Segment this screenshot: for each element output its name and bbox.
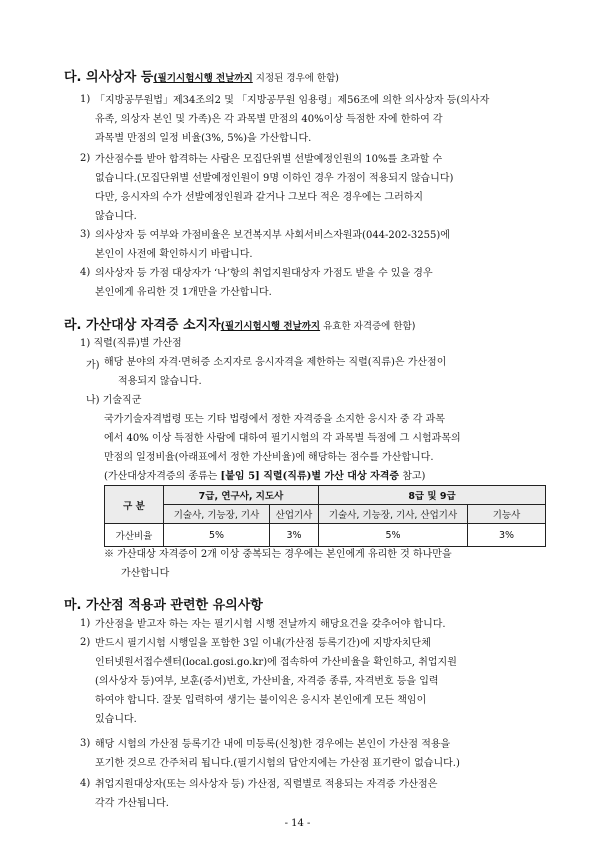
item-number: 2) [80,637,91,648]
item-number: 1) [80,618,91,629]
paragraph-line: 국가기술자격법령 또는 기타 법령에서 정한 자격증을 소지한 응시자 중 각 과목 [104,414,445,425]
table-group-header: 8급 및 9급 [319,486,546,505]
underlined-condition: (필기시험시행 전날까지 [153,73,253,84]
section-heading-ra: 라. 가산대상 자격증 소지자(필기시험시행 전날까지 유효한 자격증에 한함) [64,318,416,333]
table-cell: 3% [468,524,546,547]
appendix-reference: [붙임 5] 직렬(직류)별 가산 대상 자격증 [220,471,400,482]
note-line: ※ 가산대상 자격증이 2개 이상 중복되는 경우에는 본인에게 유리한 것 하나만을 [104,549,452,560]
paragraph-line: 취업지원대상자(또는 의사상자 등) 가산점, 직렬별로 적용되는 자격증 가산점은 [95,779,438,790]
paragraph-line: 없습니다.(모집단위별 선발예정인원이 9명 이하인 경우 가점이 적용되지 않습니다) [95,173,454,184]
paragraph-line: 에서 40% 이상 득점한 사람에 대하여 필기시험의 각 과목별 득점에 그 시험과목의 [104,433,461,444]
paragraph-line: (의사상자 등)여부, 보훈(증서)번호, 가산비율, 자격증 종류, 자격번호 등을 입력 [95,676,439,687]
paragraph-line: 「지방공무원법」제34조의2 및 「지방공무원 임용령」제56조에 의한 의사상자 등(의사자 [95,95,490,106]
paragraph-line: 인터넷원서접수센터(local.gosi.go.kr)에 접속하여 가산비율을 확인하고, 취업지원 [95,657,457,668]
bonus-rate-table [104,485,546,547]
subheading: 1) 직렬(직류)별 가산점 [80,338,182,349]
paragraph-line: 가산점을 받고자 하는 자는 필기시험 시행 전날까지 해당요건을 갖추어야 합니다. [95,619,446,630]
paragraph-line: 본인이 사전에 확인하시기 바랍니다. [95,249,253,260]
subheading: 나) 기술직군 [86,395,142,406]
paragraph-line: 본인에게 유리한 것 1개만을 가산합니다. [95,287,272,298]
item-number: 2) [80,153,91,164]
paragraph-line: 의사상자 등 가점 대상자가 ‘나’항의 취업지원대상자 가점도 받을 수 있을 경우 [95,268,433,279]
table-cell: 5% [164,524,270,547]
paragraph-line: 각각 가산됩니다. [95,798,169,809]
section-heading-da: 다. 의사상자 등(필기시험시행 전날까지 지정된 경우에 한함) [64,70,339,85]
paragraph-line: 해당 분야의 자격·면허증 소지자로 응시자격을 제한하는 직렬(직류)은 가산점이 [104,357,447,368]
table-corner-header: 구 분 [105,486,164,524]
table-sub-header: 기능사 [468,505,546,524]
paragraph-line: 않습니다. [95,211,137,222]
item-number: 3) [80,738,91,749]
paragraph-line: 가산점수를 받아 합격하는 사람은 모집단위별 선발예정인원의 10%를 초과할 수 [95,154,443,165]
item-number: 3) [80,229,91,240]
table-group-header: 7급, 연구사, 지도사 [164,486,319,505]
table-cell: 5% [319,524,468,547]
item-number: 1) [80,94,91,105]
paragraph-line: 의사상자 등 여부와 가점비율은 보건복지부 사회서비스자원과(044-202-3255)에 [95,230,450,241]
table-sub-header: 산업기사 [270,505,319,524]
paragraph-line: 있습니다. [95,714,137,725]
paragraph-line: 다만, 응시자의 수가 선발예정인원과 같거나 그보다 적은 경우에는 그러하지 [95,192,424,203]
underlined-condition: (필기시험시행 전날까지 [220,321,321,332]
paragraph-line: 하여야 합니다. 잘못 입력하여 생기는 불이익은 응시자 본인에게 모든 책임이 [95,695,427,706]
table-row-label: 가산비율 [105,524,164,547]
reference-line: (가산대상자격증의 종류는 [붙임 5] 직렬(직류)별 가산 대상 자격증 참고) [104,471,426,482]
paragraph-line: 유족, 의상자 본인 및 가족)은 각 과목별 만점의 40%이상 득점한 자에 한하여 각 [95,114,443,125]
note-line: 가산합니다 [121,568,170,579]
paragraph-line: 포기한 것으로 간주처리 됩니다.(필기시험의 답안지에는 가산점 표기란이 없습니다.) [95,758,460,769]
paragraph-line: 해당 시험의 가산점 등록기간 내에 미등록(신청)한 경우에는 본인이 가산점 적용을 [95,739,451,750]
paragraph-line: 반드시 필기시험 시행일을 포함한 3일 이내(가산점 등록기간)에 지방자치단체 [95,638,431,649]
table-cell: 3% [270,524,319,547]
paragraph-line: 과목별 만점의 일정 비율(3%, 5%)을 가산합니다. [95,133,312,144]
item-number: 4) [80,267,91,278]
page-number: - 14 - [284,818,311,829]
table-sub-header: 기술사, 기능장, 기사 [164,505,270,524]
paragraph-line: 적용되지 않습니다. [118,376,202,387]
table-sub-header: 기술사, 기능장, 기사, 산업기사 [319,505,468,524]
item-number: 가) [86,360,100,371]
section-heading-ma: 마. 가산점 적용과 관련한 유의사항 [64,598,263,613]
paragraph-line: 만점의 일정비율(아래표에서 정한 가산비율)에 해당하는 점수를 가산합니다. [104,452,434,463]
item-number: 4) [80,778,91,789]
